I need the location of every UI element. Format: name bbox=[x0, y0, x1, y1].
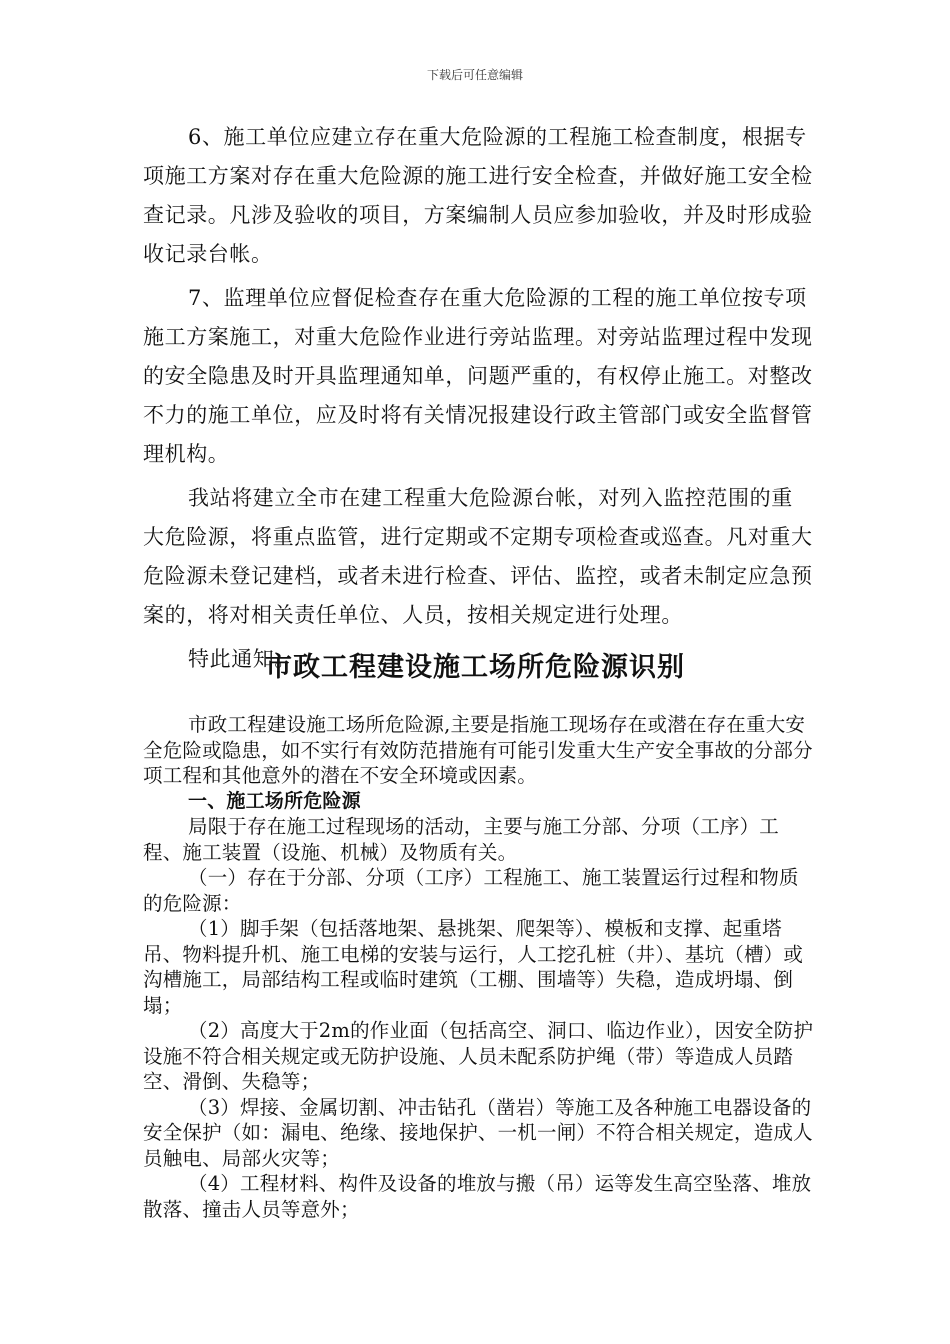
hazard-item-4: （4）工程材料、构件及设备的堆放与搬（吊）运等发生高空坠落、堆放散落、撞击人员等意外； bbox=[143, 1172, 812, 1221]
paragraph-item-7: 7、监理单位应督促检查存在重大危险源的工程的施工单位按专项施工方案施工，对重大危险作业进行旁站监理。对旁站监理过程中发现的安全隐患及时开具监理通知单，问题严重的，有权停止施工。对整改不力的施工单位，应及时将有关情况报建设行政主管部门或安全监督管理机构。 bbox=[143, 286, 813, 466]
hazard-identification-body bbox=[143, 712, 818, 1222]
scope-paragraph: 局限于存在施工过程现场的活动，主要与施工分部、分项（工序）工程、施工装置（设施、机械）及物质有关。 bbox=[143, 815, 780, 864]
paragraph-closing: 特此通知。 bbox=[188, 647, 296, 671]
paragraph-station-statement: 我站将建立全市在建工程重大危险源台帐，对列入监控范围的重大危险源，将重点监管，进行定期或不定期专项检查或巡查。凡对重大危险源未登记建档，或者未进行检查、评估、监控，或者未制定应急预案的，将对相关责任单位、人员，按相关规定进行处理。 bbox=[143, 486, 813, 627]
intro-paragraph: 市政工程建设施工场所危险源,主要是指施工现场存在或潜在存在重大安全危险或隐患，如不实行有效防范措施有可能引发重大生产安全事故的分部分项工程和其他意外的潜在不安全环境或因素。 bbox=[143, 713, 813, 787]
hazard-item-1: （1）脚手架（包括落地架、悬挑架、爬架等）、模板和支撑、起重塔吊、物料提升机、施工电梯的安装与运行，人工挖孔桩（井）、基坑（槽）或沟槽施工，局部结构工程或临时建筑（工棚、围墙等）失稳，造成坍塌、倒塌； bbox=[143, 917, 804, 1017]
hazard-item-3: （3）焊接、金属切割、冲击钻孔（凿岩）等施工及各种施工电器设备的安全保护（如：漏电、绝缘、接地保护、一机一闸）不符合相关规定，造成人员触电、局部火灾等； bbox=[143, 1095, 813, 1170]
document-title: 市政工程建设施工场所危险源识别 bbox=[265, 652, 685, 683]
hazard-item-2: （2）高度大于2m的作业面（包括高空、洞口、临边作业），因安全防护设施不符合相关规定或无防护设施、人员未配系防护绳（带）等造成人员踏空、滑倒、失稳等； bbox=[143, 1019, 814, 1093]
paragraph-item-6: 6、施工单位应建立存在重大危险源的工程施工检查制度，根据专项施工方案对存在重大危险源的施工进行安全检查，并做好施工安全检查记录。凡涉及验收的项目，方案编制人员应参加验收，并及时形成验收记录台帐。 bbox=[143, 125, 813, 266]
page-header-note: 下载后可任意编辑 bbox=[426, 68, 523, 82]
notice-body bbox=[143, 118, 813, 684]
subsection-paragraph: （一）存在于分部、分项（工序）工程施工、施工装置运行过程和物质的危险源： bbox=[143, 866, 799, 915]
section-heading: 一、施工场所危险源 bbox=[188, 789, 361, 812]
